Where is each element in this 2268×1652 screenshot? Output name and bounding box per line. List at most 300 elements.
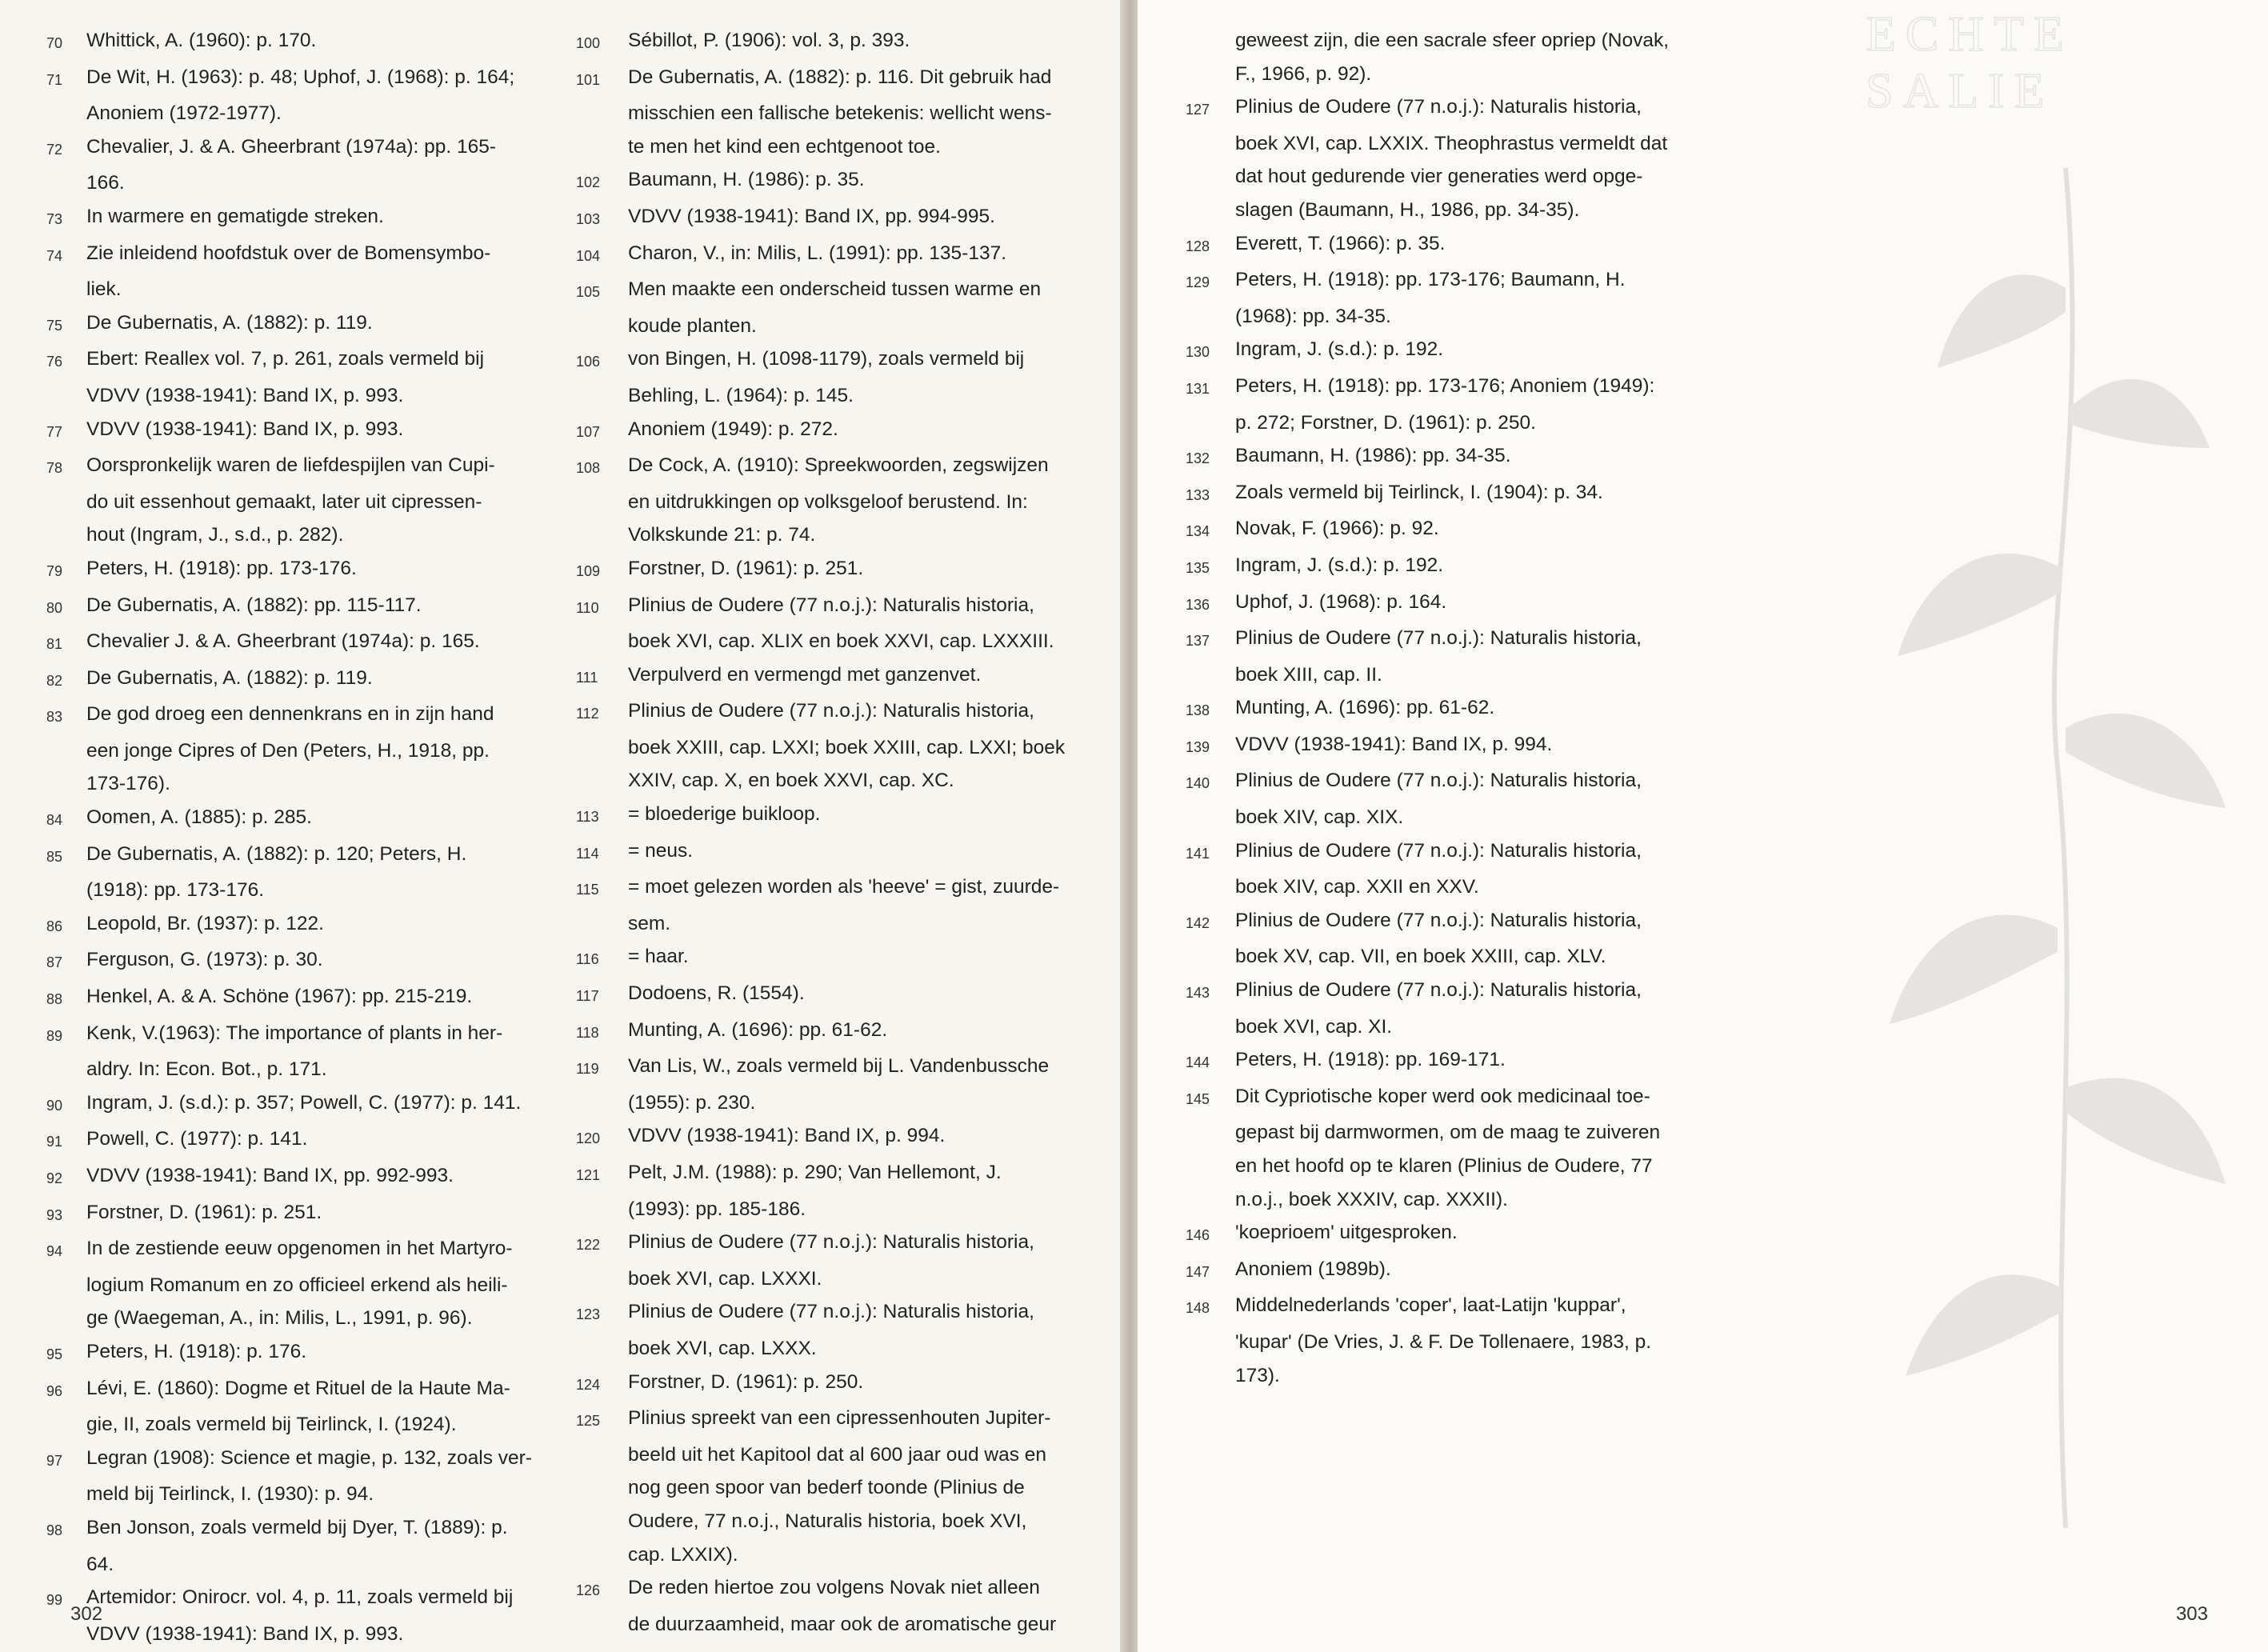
footnote-text: Peters, H. (1918): pp. 169-171. <box>1235 1049 1506 1071</box>
footnote-number: 70 <box>46 35 63 51</box>
footnote-continuation-line <box>1186 194 1774 227</box>
footnote-number: 111 <box>576 669 598 686</box>
footnote-number: 78 <box>46 460 63 477</box>
footnote-line <box>576 694 1072 731</box>
footnote-line <box>576 1366 1072 1402</box>
footnote-line <box>1186 904 1774 941</box>
footnote-continuation-line <box>1186 406 1774 440</box>
footnote-continuation-line <box>576 1608 1072 1642</box>
footnote-line <box>576 589 1072 626</box>
footnote-line <box>46 306 550 343</box>
footnote-number: 118 <box>576 1024 599 1041</box>
footnote-continuation-line <box>576 625 1072 658</box>
footnote-text: Chevalier J. & A. Gheerbrant (1974a): p. 165. <box>86 630 480 653</box>
footnote-line <box>1186 691 1774 728</box>
footnote-number: 131 <box>1186 380 1210 397</box>
footnote-text: boek XVI, cap. XI. <box>1235 1015 1393 1038</box>
footnote-continuation-line <box>576 486 1072 519</box>
footnote-line <box>1186 1216 1774 1253</box>
footnote-number: 102 <box>576 174 601 191</box>
footnote-line <box>46 552 550 589</box>
footnote-text: Men maakte een onderscheid tussen warme en <box>628 278 1042 301</box>
footnote-text: De Gubernatis, A. (1882): p. 119. <box>86 311 373 334</box>
footnote-line <box>576 658 1072 695</box>
left-page <box>0 0 1128 1652</box>
footnote-number: 104 <box>576 247 601 264</box>
footnote-text: 'koeprioem' uitgesproken. <box>1235 1222 1458 1244</box>
footnote-line <box>1186 512 1774 549</box>
footnote-number: 122 <box>576 1237 601 1254</box>
footnote-number: 138 <box>1186 702 1210 719</box>
footnote-number: 123 <box>576 1306 601 1323</box>
footnote-text: 64. <box>86 1553 114 1575</box>
footnote-line <box>576 61 1072 98</box>
show-through-heading: ECHTE SALIE <box>1866 7 2074 118</box>
footnote-text: Forstner, D. (1961): p. 251. <box>86 1201 322 1223</box>
footnote-continuation-line <box>576 1086 1072 1120</box>
footnote-number: 79 <box>46 562 63 579</box>
footnote-line <box>46 980 550 1017</box>
footnote-text: = neus. <box>628 839 694 862</box>
footnote-text: Plinius de Oudere (77 n.o.j.): Naturalis historia, <box>1235 839 1642 862</box>
footnote-continuation-line <box>576 97 1072 130</box>
footnote-text: Lévi, E. (1860): Dogme et Rituel de la Haute Ma- <box>86 1377 510 1399</box>
footnote-text: Anoniem (1989b). <box>1235 1258 1391 1280</box>
footnote-text: De Cock, A. (1910): Spreekwoorden, zegswijzen <box>628 454 1049 477</box>
footnote-text: = haar. <box>628 946 689 968</box>
footnote-number: 110 <box>576 599 599 616</box>
footnote-text: De Wit, H. (1963): p. 48; Uphof, J. (1968): p. 164; <box>86 66 515 88</box>
footnote-number: 124 <box>576 1376 601 1393</box>
footnote-text: Oomen, A. (1885): p. 285. <box>86 806 312 829</box>
footnote-line <box>576 834 1072 871</box>
footnote-continuation-line <box>46 1302 550 1335</box>
footnote-text: Uphof, J. (1968): p. 164. <box>1235 590 1447 613</box>
footnote-text: Sébillot, P. (1906): vol. 3, p. 393. <box>628 30 910 51</box>
footnote-text: Ferguson, G. (1973): p. 30. <box>86 949 323 971</box>
footnote-text: Forstner, D. (1961): p. 250. <box>628 1370 864 1393</box>
footnote-number: 93 <box>46 1206 63 1223</box>
footnote-text: (1918): pp. 173-176. <box>86 879 265 902</box>
footnote-text: De reden hiertoe zou volgens Novak niet alleen <box>628 1577 1040 1599</box>
footnote-text: Middelnederlands 'coper', laat-Latijn 'kuppar', <box>1235 1294 1626 1317</box>
footnote-text: Plinius spreekt van een cipressenhouten Jupiter- <box>628 1407 1051 1430</box>
footnote-text: aldry. In: Econ. Bot., p. 171. <box>86 1058 327 1081</box>
footnote-text: VDVV (1938-1941): Band IX, p. 993. <box>86 418 404 440</box>
footnote-line <box>1186 764 1774 801</box>
notes-column-2 <box>576 24 1072 1641</box>
footnote-continuation-line <box>46 273 550 306</box>
footnote-number: 81 <box>46 636 63 653</box>
footnote-continuation-line <box>46 97 550 130</box>
footnote-text: Novak, F. (1966): p. 92. <box>1235 518 1439 540</box>
footnote-line <box>1186 1253 1774 1290</box>
footnote-line <box>46 237 550 274</box>
footnote-text: Zie inleidend hoofdstuk over de Bomensymbo- <box>86 242 491 264</box>
page-number-right: 303 <box>2175 1603 2208 1625</box>
footnote-continuation-line <box>1186 1150 1774 1183</box>
footnote-text: Plinius de Oudere (77 n.o.j.): Naturalis historia, <box>1235 770 1642 792</box>
footnote-text: (1955): p. 230. <box>628 1091 756 1114</box>
footnote-number: 120 <box>576 1130 601 1147</box>
footnote-text: De god droeg een dennenkrans en in zijn hand <box>86 703 494 726</box>
footnote-line <box>1186 586 1774 622</box>
footnote-number: 89 <box>46 1027 63 1044</box>
footnote-continuation-line <box>46 379 550 413</box>
footnote-line <box>576 163 1072 200</box>
footnote-text: VDVV (1938-1941): Band IX, p. 994. <box>1235 733 1553 755</box>
footnote-line <box>576 798 1072 834</box>
footnote-continuation-line <box>1186 1116 1774 1150</box>
footnote-number: 94 <box>46 1243 63 1260</box>
footnote-number: 98 <box>46 1522 63 1538</box>
footnote-line <box>46 698 550 734</box>
footnote-text: Munting, A. (1696): pp. 61-62. <box>628 1018 888 1041</box>
footnote-text: Zoals vermeld bij Teirlinck, I. (1904): p. 34. <box>1235 481 1603 503</box>
footnote-text: geweest zijn, die een sacrale sfeer opriep (Novak, <box>1235 30 1670 51</box>
footnote-text: Chevalier, J. & A. Gheerbrant (1974a): pp. 165- <box>86 135 497 158</box>
footnote-continuation-line <box>1186 1359 1774 1393</box>
footnote-number: 90 <box>46 1097 63 1114</box>
footnote-continuation-line <box>576 1193 1072 1226</box>
page-number-left: 302 <box>70 1603 103 1625</box>
footnote-line <box>576 24 1072 61</box>
footnote-text: Plinius de Oudere (77 n.o.j.): Naturalis historia, <box>1235 909 1642 931</box>
footnote-text: De Gubernatis, A. (1882): p. 119. <box>86 666 373 689</box>
footnote-text: Henkel, A. & A. Schöne (1967): pp. 215-219. <box>86 986 473 1008</box>
footnote-text: = bloederige buikloop. <box>628 803 821 826</box>
footnote-number: 144 <box>1186 1054 1210 1071</box>
footnote-number: 146 <box>1186 1227 1210 1244</box>
footnote-text: boek XIV, cap. XIX. <box>1235 806 1404 829</box>
footnote-line <box>576 1226 1072 1262</box>
footnote-line <box>576 870 1072 907</box>
footnote-text: boek XVI, cap. LXXX. <box>628 1337 817 1359</box>
footnote-continuation-line <box>576 518 1072 552</box>
footnote-line <box>46 907 550 944</box>
footnote-line <box>1186 834 1774 871</box>
footnote-number: 105 <box>576 284 601 301</box>
footnote-text: Kenk, V.(1963): The importance of plants in her- <box>86 1022 503 1044</box>
footnote-text: Plinius de Oudere (77 n.o.j.): Naturalis historia, <box>628 594 1034 616</box>
footnote-line <box>46 449 550 486</box>
footnote-number: 82 <box>46 672 63 689</box>
footnote-line <box>576 1295 1072 1332</box>
footnote-text: ge (Waegeman, A., in: Milis, L., 1991, p. 96). <box>86 1307 473 1330</box>
footnote-line <box>1186 90 1774 127</box>
footnote-text: do uit essenhout gemaakt, later uit cipressen- <box>86 490 482 513</box>
footnote-line <box>46 1017 550 1054</box>
footnote-line <box>46 130 550 167</box>
footnote-line <box>1186 549 1774 586</box>
footnote-text: De Gubernatis, A. (1882): pp. 115-117. <box>86 594 422 616</box>
right-page <box>1138 0 2268 1652</box>
footnote-text: 173). <box>1235 1364 1280 1386</box>
footnote-continuation-line <box>46 1269 550 1302</box>
footnote-text: Dodoens, R. (1554). <box>628 982 805 1005</box>
footnote-number: 96 <box>46 1382 63 1399</box>
footnote-line <box>46 24 550 61</box>
footnote-number: 114 <box>576 845 599 862</box>
footnote-text: boek XVI, cap. LXXXI. <box>628 1267 822 1290</box>
footnote-text: = moet gelezen worden als 'heeve' = gist, zuurde- <box>628 876 1060 898</box>
footnote-continuation-line <box>46 1478 550 1511</box>
footnote-continuation-line <box>1186 1010 1774 1044</box>
footnote-line <box>46 61 550 98</box>
footnote-line <box>46 943 550 980</box>
footnote-text: De Gubernatis, A. (1882): p. 116. Dit gebruik had <box>628 66 1052 88</box>
footnote-line <box>576 413 1072 450</box>
footnote-text: boek XIV, cap. XXII en XXV. <box>1235 876 1479 898</box>
footnote-line <box>46 1372 550 1409</box>
footnote-text: cap. LXXIX). <box>628 1543 738 1566</box>
footnote-continuation-line <box>576 310 1072 343</box>
book-gutter <box>1120 0 1138 1652</box>
footnote-text: Plinius de Oudere (77 n.o.j.): Naturalis historia, <box>628 1301 1034 1323</box>
footnote-number: 142 <box>1186 914 1210 931</box>
footnote-number: 128 <box>1186 238 1210 254</box>
footnote-line <box>46 1442 550 1478</box>
footnote-number: 119 <box>576 1061 599 1078</box>
footnote-text: gie, II, zoals vermeld bij Teirlinck, I. (1924). <box>86 1414 457 1436</box>
footnote-line <box>46 1086 550 1123</box>
footnote-text: Peters, H. (1918): pp. 173-176; Anoniem (1949): <box>1235 374 1655 397</box>
footnote-line <box>576 977 1072 1014</box>
footnote-number: 133 <box>1186 486 1210 503</box>
footnote-text: Legran (1908): Science et magie, p. 132, zoals ver- <box>86 1446 533 1469</box>
footnote-line <box>576 1119 1072 1156</box>
footnote-text: Plinius de Oudere (77 n.o.j.): Naturalis historia, <box>628 1231 1034 1254</box>
footnote-text: Ebert: Reallex vol. 7, p. 261, zoals vermeld bij <box>86 348 485 370</box>
footnote-text: VDVV (1938-1941): Band IX, p. 993. <box>86 384 404 406</box>
footnote-text: een jonge Cipres of Den (Peters, H., 1918, pp. <box>86 739 490 762</box>
footnote-text: Artemidor: Onirocr. vol. 4, p. 11, zoals vermeld bij <box>86 1586 514 1609</box>
footnote-continuation-line <box>46 1548 550 1582</box>
footnote-line <box>46 589 550 626</box>
footnote-line <box>576 237 1072 274</box>
footnote-line <box>46 662 550 698</box>
footnote-text: n.o.j., boek XXXIV, cap. XXXII). <box>1235 1188 1508 1210</box>
footnote-number: 71 <box>46 71 63 88</box>
footnote-continuation-line <box>1186 127 1774 161</box>
footnote-continuation-line <box>1186 300 1774 334</box>
footnote-number: 121 <box>576 1167 601 1183</box>
footnote-text: In de zestiende eeuw opgenomen in het Martyro- <box>86 1238 513 1260</box>
footnote-line <box>576 1050 1072 1086</box>
footnote-text: Ingram, J. (s.d.): p. 192. <box>1235 554 1444 576</box>
footnote-line <box>1186 974 1774 1010</box>
footnote-continuation-line <box>1186 160 1774 194</box>
footnote-line <box>46 1232 550 1269</box>
footnote-number: 99 <box>46 1592 63 1609</box>
footnote-line <box>576 273 1072 310</box>
footnote-line <box>576 1402 1072 1438</box>
footnote-text: Peters, H. (1918): p. 176. <box>86 1340 307 1362</box>
footnote-continuation-line <box>1186 58 1774 91</box>
footnote-text: dat hout gedurende vier generaties werd opge- <box>1235 166 1643 188</box>
footnote-line <box>1186 227 1774 264</box>
footnote-text: Plinius de Oudere (77 n.o.j.): Naturalis historia, <box>1235 627 1642 650</box>
show-through-illustration <box>1794 0 2268 1652</box>
footnote-text: Forstner, D. (1961): p. 251. <box>628 557 864 579</box>
footnote-continuation-line <box>46 1053 550 1086</box>
footnote-continuation-line <box>46 166 550 200</box>
footnote-line <box>46 1511 550 1548</box>
footnote-line <box>576 1156 1072 1193</box>
footnote-number: 76 <box>46 354 63 370</box>
footnote-text: Ingram, J. (s.d.): p. 192. <box>1235 338 1444 361</box>
footnote-text: Ingram, J. (s.d.): p. 357; Powell, C. (1977): p. 141. <box>86 1091 522 1114</box>
footnote-number: 109 <box>576 562 601 579</box>
footnote-text: Peters, H. (1918): pp. 173-176. <box>86 557 357 579</box>
footnote-number: 147 <box>1186 1263 1210 1280</box>
footnote-line <box>1186 1043 1774 1080</box>
footnote-line <box>1186 1080 1774 1117</box>
footnote-line <box>46 625 550 662</box>
footnote-number: 113 <box>576 809 599 826</box>
footnote-line <box>46 342 550 379</box>
footnote-text: Powell, C. (1977): p. 141. <box>86 1128 308 1150</box>
footnote-continuation-line <box>576 764 1072 798</box>
footnote-number: 97 <box>46 1452 63 1469</box>
footnote-text: boek XIII, cap. II. <box>1235 663 1382 686</box>
footnote-text: XXIV, cap. X, en boek XXVI, cap. XC. <box>628 770 954 792</box>
footnote-number: 148 <box>1186 1300 1210 1317</box>
footnote-number: 129 <box>1186 274 1210 291</box>
footnote-continuation-line <box>46 734 550 768</box>
footnote-text: koude planten. <box>628 314 757 337</box>
footnote-line <box>1186 728 1774 765</box>
footnote-line <box>46 1581 550 1618</box>
footnote-number: 74 <box>46 247 63 264</box>
footnote-continuation-line <box>46 874 550 907</box>
footnote-number: 101 <box>576 71 601 88</box>
footnote-text: Dit Cypriotische koper werd ook medicinaal toe- <box>1235 1085 1650 1107</box>
footnote-line <box>576 1571 1072 1608</box>
footnote-number: 112 <box>576 706 599 722</box>
footnote-number: 106 <box>576 354 601 370</box>
footnote-number: 100 <box>576 35 601 51</box>
footnote-continuation-line <box>576 907 1072 941</box>
footnote-line <box>1186 370 1774 406</box>
footnote-number: 107 <box>576 423 601 440</box>
footnote-line <box>576 1014 1072 1050</box>
footnote-text: te men het kind een echtgenoot toe. <box>628 135 941 158</box>
footnote-text: Anoniem (1949): p. 272. <box>628 418 838 440</box>
footnote-continuation-line <box>1186 1326 1774 1359</box>
footnote-line <box>576 342 1072 379</box>
footnote-text: Behling, L. (1964): p. 145. <box>628 384 854 406</box>
footnote-line <box>46 1335 550 1372</box>
footnote-continuation-line <box>576 731 1072 765</box>
footnote-line <box>1186 476 1774 513</box>
footnote-number: 136 <box>1186 596 1210 613</box>
footnote-number: 88 <box>46 991 63 1008</box>
footnote-text: Plinius de Oudere (77 n.o.j.): Naturalis historia, <box>1235 96 1642 118</box>
footnote-text: Van Lis, W., zoals vermeld bij L. Vandenbussche <box>628 1055 1050 1078</box>
footnote-number: 117 <box>576 988 599 1005</box>
footnote-text: In warmere en gematigde streken. <box>86 205 384 227</box>
footnote-text: Leopold, Br. (1937): p. 122. <box>86 912 324 934</box>
footnote-number: 139 <box>1186 738 1210 755</box>
footnote-line <box>576 940 1072 977</box>
footnote-text: Ben Jonson, zoals vermeld bij Dyer, T. (1889): p. <box>86 1516 508 1538</box>
footnote-line <box>1186 333 1774 370</box>
footnote-text: sem. <box>628 912 671 934</box>
footnote-continuation-line <box>576 1505 1072 1538</box>
footnote-text: 173-176). <box>86 773 170 795</box>
footnote-line <box>1186 622 1774 658</box>
footnote-text: liek. <box>86 278 122 301</box>
footnote-text: boek XVI, cap. XLIX en boek XXVI, cap. LXXXIII. <box>628 630 1054 653</box>
footnote-continuation-line <box>46 1618 550 1651</box>
footnote-number: 143 <box>1186 985 1210 1002</box>
footnote-line <box>576 449 1072 486</box>
footnote-text: Plinius de Oudere (77 n.o.j.): Naturalis historia, <box>628 700 1034 722</box>
footnote-text: Oudere, 77 n.o.j., Naturalis historia, boek XVI, <box>628 1510 1027 1532</box>
footnote-text: 'kupar' (De Vries, J. & F. De Tollenaere, 1983, p. <box>1235 1330 1652 1353</box>
footnote-continuation-line <box>46 486 550 519</box>
footnote-text: (1968): pp. 34-35. <box>1235 305 1391 327</box>
footnote-line <box>1186 263 1774 300</box>
footnote-text: en het hoofd op te klaren (Plinius de Oudere, 77 <box>1235 1155 1653 1177</box>
footnote-continuation-line <box>576 1471 1072 1505</box>
footnote-continuation-line <box>576 1538 1072 1572</box>
footnote-text: Pelt, J.M. (1988): p. 290; Van Hellemont, J. <box>628 1162 1002 1183</box>
footnote-line <box>46 838 550 874</box>
footnote-number: 108 <box>576 460 601 477</box>
footnote-text: meld bij Teirlinck, I. (1930): p. 94. <box>86 1483 374 1506</box>
footnote-line <box>576 200 1072 237</box>
footnote-continuation-line <box>576 130 1072 164</box>
footnote-text: Peters, H. (1918): pp. 173-176; Baumann, H. <box>1235 269 1626 291</box>
footnote-number: 87 <box>46 954 63 971</box>
footnote-text: beeld uit het Kapitool dat al 600 jaar oud was en <box>628 1443 1047 1466</box>
footnote-text: de duurzaamheid, maar ook de aromatische geur <box>628 1613 1057 1635</box>
footnote-number: 130 <box>1186 344 1210 361</box>
footnote-text: Baumann, H. (1986): p. 35. <box>628 169 865 191</box>
footnote-continuation-line <box>1186 1183 1774 1217</box>
footnote-continuation-line <box>1186 24 1774 58</box>
footnote-continuation-line <box>576 1332 1072 1366</box>
footnote-text: boek XXIII, cap. LXXI; boek XXIII, cap. LXXI; boek <box>628 736 1066 758</box>
footnote-text: gepast bij darmwormen, om de maag te zuiveren <box>1235 1122 1661 1144</box>
footnote-text: boek XV, cap. VII, en boek XXIII, cap. XLV. <box>1235 946 1606 968</box>
footnote-number: 73 <box>46 210 63 227</box>
footnote-continuation-line <box>1186 801 1774 834</box>
notes-column-1 <box>46 24 550 1650</box>
footnote-text: Oorspronkelijk waren de liefdespijlen van Cupi- <box>86 454 495 477</box>
footnote-line <box>46 200 550 237</box>
footnote-text: VDVV (1938-1941): Band IX, pp. 992-993. <box>86 1165 454 1186</box>
footnote-number: 115 <box>576 882 599 898</box>
footnote-line <box>46 413 550 450</box>
footnote-line <box>46 1196 550 1233</box>
footnote-text: (1993): pp. 185-186. <box>628 1198 806 1220</box>
footnote-number: 141 <box>1186 845 1210 862</box>
footnote-text: p. 272; Forstner, D. (1961): p. 250. <box>1235 411 1536 434</box>
footnote-continuation-line <box>1186 870 1774 904</box>
footnote-number: 137 <box>1186 633 1210 650</box>
footnote-text: VDVV (1938-1941): Band IX, p. 993. <box>86 1622 404 1645</box>
footnote-text: hout (Ingram, J., s.d., p. 282). <box>86 524 344 546</box>
footnote-text: VDVV (1938-1941): Band IX, pp. 994-995. <box>628 205 995 227</box>
footnote-number: 83 <box>46 709 63 726</box>
footnote-continuation-line <box>576 1262 1072 1296</box>
footnote-text: Charon, V., in: Milis, L. (1991): pp. 135-137. <box>628 242 1007 264</box>
sage-plant-illustration <box>1826 48 2242 1568</box>
footnote-text: Plinius de Oudere (77 n.o.j.): Naturalis historia, <box>1235 979 1642 1002</box>
